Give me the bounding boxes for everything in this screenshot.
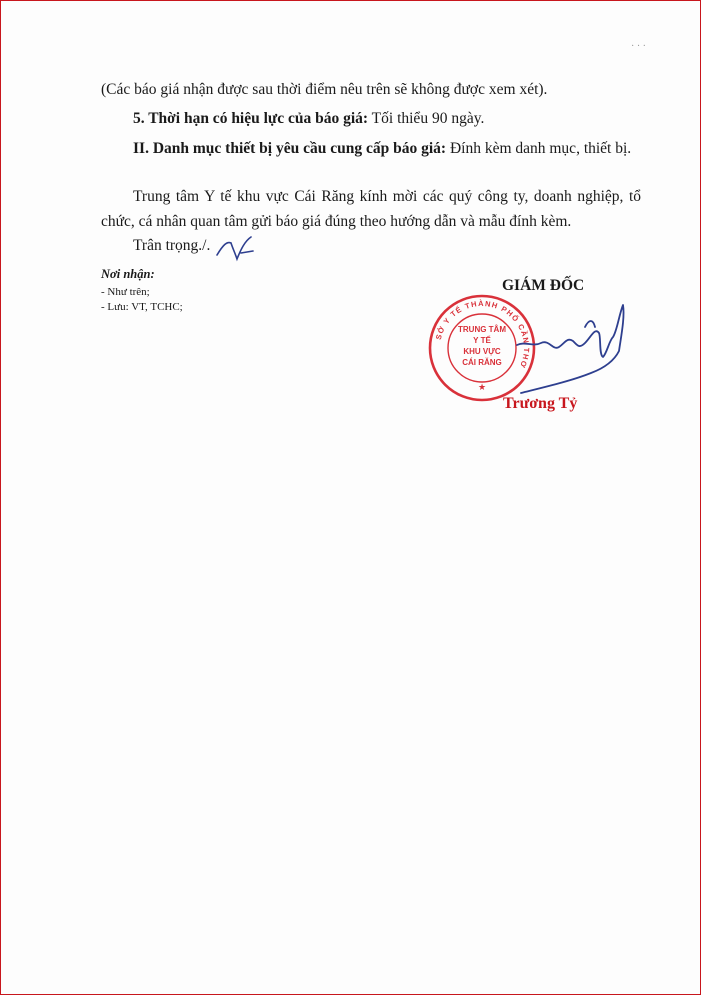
seal-outer-text: SỞ Y TẾ THÀNH PHỐ CẦN THƠ (433, 298, 532, 370)
item-5-validity (101, 106, 641, 131)
late-quote-note: (Các báo giá nhận được sau thời điểm nêu trên sẽ không được xem xét). (101, 81, 548, 98)
seal-inner-line: Y TẾ (473, 336, 491, 345)
item-5-value: Tối thiểu 90 ngày. (368, 110, 485, 127)
section-2-equipment (101, 136, 641, 161)
seal-star-icon: ★ (477, 382, 487, 392)
item-5-label: 5. Thời hạn có hiệu lực của báo giá: (133, 110, 369, 127)
section-2-label: II. Danh mục thiết bị yêu cầu cung cấp báo giá: (133, 140, 447, 157)
closing-line: Trân trọng./. (133, 237, 211, 254)
signer-name: Trương Tỷ (503, 395, 578, 412)
initials-mark (211, 233, 259, 263)
seal-inner-line: KHU VỰC (463, 347, 501, 356)
handwritten-signature (515, 297, 635, 397)
seal-inner-line: TRUNG TÂM (458, 325, 506, 334)
director-title: GIÁM ĐỐC (502, 277, 585, 294)
invitation-paragraph: Trung tâm Y tế khu vực Cái Răng kính mời các quý công ty, doanh nghiệp, tổ chức, cá nhân quan tâm gửi báo giá đúng theo hướng dẫn và mẫu đính kèm. (101, 188, 641, 230)
recipient-item: - Như trên; (101, 286, 150, 298)
section-2-value: Đính kèm danh mục, thiết bị. (446, 140, 632, 157)
recipients-title: Nơi nhận: (101, 267, 155, 281)
scan-speck: · · · (631, 41, 646, 52)
seal-inner-line: CÁI RĂNG (462, 358, 502, 367)
recipient-item: - Lưu: VT, TCHC; (101, 301, 183, 313)
